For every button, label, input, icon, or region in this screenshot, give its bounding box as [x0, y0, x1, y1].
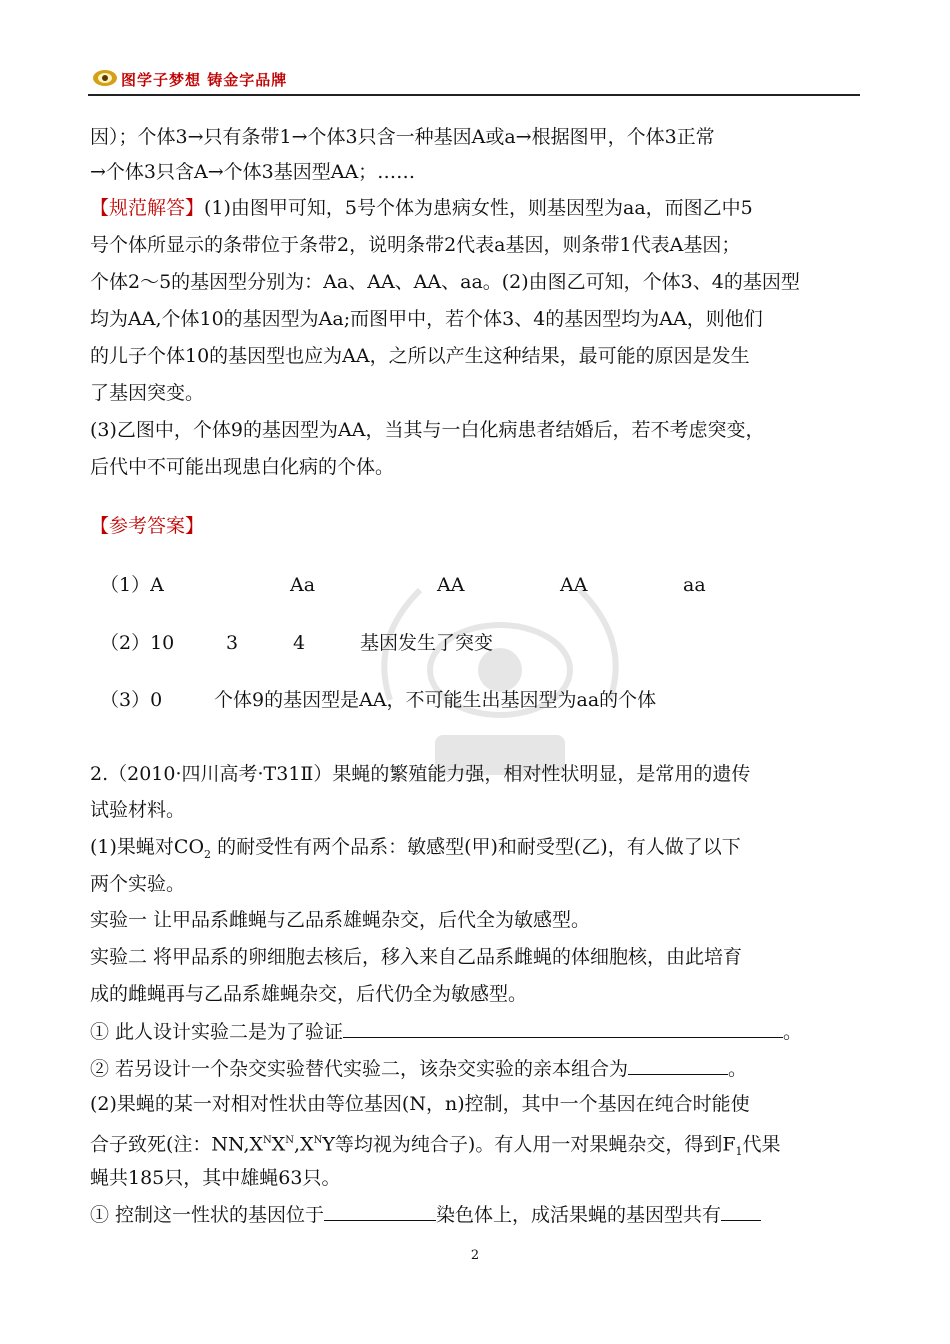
- answer-blank[interactable]: [324, 1200, 436, 1221]
- text-line: 2.（2010·四川高考·T31Ⅱ）果蝇的繁殖能力强，相对性状明显，是常用的遗传: [90, 763, 751, 785]
- answer-cell: （2）10: [100, 632, 175, 654]
- text-segment: 染色体上，成活果蝇的基因型共有: [436, 1204, 722, 1226]
- text-line: 实验一 让甲品系雌蝇与乙品系雄蝇杂交，后代全为敏感型。: [90, 909, 591, 931]
- answer-label: 【参考答案】: [90, 515, 205, 537]
- answer-cell: aa: [683, 574, 706, 596]
- text-segment: 的耐受性有两个品系：敏感型(甲)和耐受型(乙)，有人做了以下: [211, 836, 741, 858]
- text-line: →个体3只含A→个体3基因型AA；……: [90, 161, 416, 183]
- answer-cell: （1）A: [100, 574, 164, 596]
- page-header: [88, 62, 860, 96]
- text-line: 的儿子个体10的基因型也应为AA，之所以产生这种结果，最可能的原因是发生: [90, 345, 750, 367]
- superscript: N: [285, 1135, 295, 1146]
- text-line: [90, 833, 741, 869]
- analysis-label: 【规范解答】: [90, 197, 205, 219]
- question-line: [90, 1054, 747, 1083]
- page-number: 2: [470, 1248, 480, 1263]
- text-line: 了基因突变。: [90, 382, 205, 404]
- text-segment: ① 控制这一性状的基因位于: [90, 1204, 325, 1226]
- answer-cell: 3: [226, 632, 239, 654]
- answer-cell: AA: [437, 574, 465, 596]
- text-segment: 合子致死(注：NN,X: [90, 1133, 264, 1156]
- answer-cell: AA: [560, 574, 588, 596]
- text-line: 后代中不可能出现患白化病的个体。: [90, 456, 395, 478]
- question-line: [90, 1200, 761, 1229]
- text-line: 实验二 将甲品系的卵细胞去核后，移入来自乙品系雌蝇的体细胞核，由此培育: [90, 946, 743, 968]
- text-line: [90, 1127, 781, 1166]
- answer-blank[interactable]: [721, 1200, 761, 1221]
- logo-icon: [92, 67, 118, 87]
- text-segment: (1)果蝇对CO: [90, 836, 205, 858]
- answer-cell: 基因发生了突变: [360, 632, 494, 654]
- text-line: 试验材料。: [90, 799, 186, 821]
- superscript: N: [313, 1135, 323, 1146]
- answer-blank[interactable]: [628, 1054, 728, 1075]
- answer-blank[interactable]: [343, 1017, 783, 1038]
- text-line: (3)乙图中，个体9的基因型为AA，当其与一白化病患者结婚后，若不考虑突变，: [90, 419, 765, 441]
- answer-cell: 个体9的基因型是AA，不可能生出基因型为aa的个体: [214, 689, 657, 711]
- header-slogan: 图学子梦想 铸金字品牌: [121, 71, 288, 89]
- text-line: 蝇共185只，其中雄蝇63只。: [90, 1167, 341, 1189]
- text-line: 均为AA,个体10的基因型为Aa;而图甲中，若个体3、4的基因型均为AA，则他们: [90, 308, 763, 330]
- text-segment: 。: [728, 1058, 748, 1080]
- text-line: 因）；个体3→只有条带1→个体3只含一种基因A或a→根据图甲，个体3正常: [90, 126, 715, 148]
- superscript: N: [263, 1135, 272, 1146]
- text-line: 号个体所显示的条带位于条带2，说明条带2代表a基因，则条带1代表A基因；: [90, 234, 741, 256]
- text-segment: Y等均视为纯合子)。有人用一对果蝇杂交，得到F: [322, 1133, 736, 1156]
- subscript: 1: [735, 1145, 743, 1159]
- text-line: (2)果蝇的某一对相对性状由等位基因(N，n)控制，其中一个基因在纯合时能使: [90, 1093, 750, 1115]
- analysis-line: [90, 194, 753, 222]
- text-segment: ② 若另设计一个杂交实验替代实验二，该杂交实验的亲本组合为: [90, 1058, 629, 1080]
- text-segment: 代果: [742, 1133, 781, 1156]
- answer-cell: Aa: [290, 574, 316, 596]
- question-line: [90, 1017, 802, 1046]
- text-line: 成的雌蝇再与乙品系雄蝇杂交，后代仍全为敏感型。: [90, 983, 528, 1005]
- subscript: 2: [204, 847, 212, 861]
- text-segment: (1)由图甲可知，5号个体为患病女性，则基因型为aa，而图乙中5: [204, 197, 753, 219]
- text-segment: X: [271, 1133, 286, 1156]
- text-line: 两个实验。: [90, 873, 186, 895]
- text-segment: ,X: [294, 1133, 314, 1156]
- text-segment: ① 此人设计实验二是为了验证: [90, 1021, 344, 1043]
- answer-cell: 4: [293, 632, 306, 654]
- text-segment: 。: [783, 1021, 803, 1043]
- text-line: 个体2～5的基因型分别为：Aa、AA、AA、aa。(2)由图乙可知，个体3、4的基因型: [90, 271, 800, 293]
- answer-cell: （3）0: [100, 689, 163, 711]
